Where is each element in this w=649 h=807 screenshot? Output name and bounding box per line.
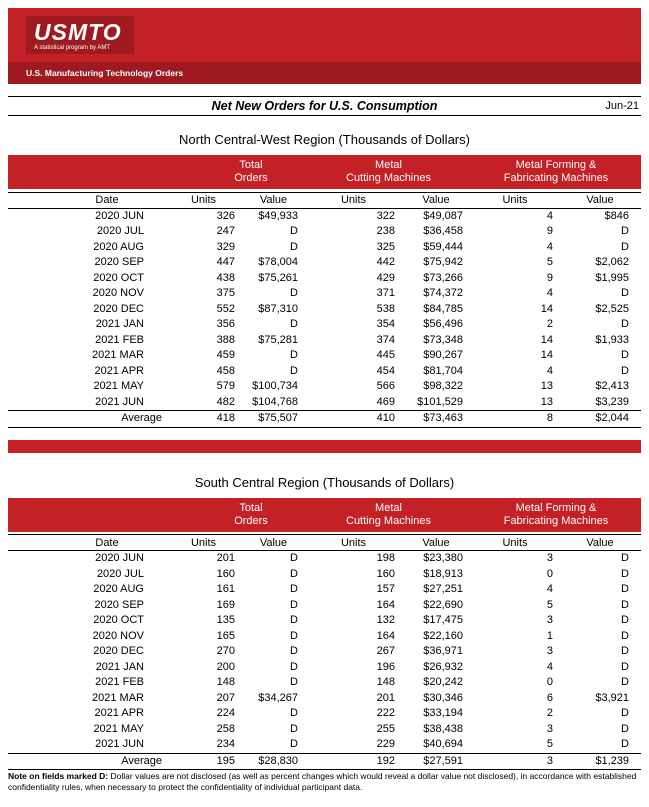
table-row [8,551,641,567]
value-cell: $49,087 [423,209,463,222]
units-cell: 538 [376,302,395,315]
units-cell: 2 [546,318,553,330]
units-cell: 258 [216,722,235,735]
units-cell: 459 [216,349,235,361]
units-cell: 3 [546,645,553,657]
table-row [8,395,641,411]
group-label-line: Fabricating Machines [503,514,609,527]
value-cell: $100,734 [252,380,298,392]
table-row [8,333,641,349]
units-cell: 229 [376,738,395,750]
value-cell: D [290,552,298,564]
units-cell: 267 [376,645,395,657]
units-cell: 4 [546,660,553,673]
units-cell: 566 [376,380,395,392]
group-label-line: Metal [375,159,402,171]
value-cell: D [290,583,298,595]
column-header-value: Value [241,535,306,551]
units-cell: 201 [216,552,235,564]
value-cell: D [621,349,629,361]
table-row [8,613,641,629]
value-cell: $75,942 [423,256,463,268]
value-cell: $73,463 [401,411,471,428]
units-cell: 192 [306,753,401,770]
group-header-total-orders [166,155,306,189]
units-cell: 469 [376,395,395,408]
date-cell: 2021 APR [94,707,144,719]
date-cell: 2021 MAY [93,722,144,735]
units-cell: 196 [376,660,395,673]
column-header-units: Units [166,535,241,551]
units-cell: 160 [376,567,395,580]
units-cell: 374 [376,333,395,346]
units-cell: 445 [376,349,395,361]
column-header-value: Value [559,535,641,551]
units-cell: 169 [216,598,235,611]
column-group-header [8,498,641,532]
value-cell: $78,004 [258,256,298,268]
units-cell: 482 [216,395,235,408]
footnote [8,771,641,793]
column-group-header [8,155,641,189]
column-header-value: Value [401,535,471,551]
table-row [8,629,641,645]
table-row [8,240,641,256]
value-cell: $33,194 [423,707,463,719]
date-cell: 2021 FEB [95,676,144,688]
date-cell: 2020 DEC [93,302,144,315]
table-row [8,302,641,318]
value-cell: D [290,722,298,735]
units-cell: 0 [546,567,553,580]
value-cell: $81,704 [423,364,463,377]
units-cell: 14 [540,349,553,361]
column-header-date: Date [8,192,166,208]
date-cell: 2020 AUG [93,583,144,595]
units-cell: 1 [546,629,553,642]
column-subheader [8,192,641,208]
value-cell: $22,690 [423,598,463,611]
date-cell: 2020 JUL [96,225,144,237]
units-cell: 454 [376,364,395,377]
group-label-line: Metal [375,501,402,514]
table-row [8,224,641,240]
value-cell: D [290,287,298,299]
units-cell: 3 [546,722,553,735]
group-label-line: Orders [234,514,268,527]
value-cell: $38,438 [423,722,463,735]
group-label-line: Orders [234,172,268,184]
group-label-line: Metal Forming & [515,159,597,171]
date-cell: 2020 OCT [93,614,144,626]
value-cell: $30,346 [423,691,463,704]
units-cell: 9 [546,225,553,237]
usmto-logo-tagline: A statistical program by AMT [34,45,111,51]
units-cell: 410 [306,411,401,428]
value-cell: D [621,614,629,626]
table-body [8,208,641,427]
table-row [8,691,641,707]
footnote-label: Note on fields marked D: [8,771,109,781]
value-cell: $28,830 [241,753,306,770]
value-cell: D [621,707,629,719]
column-header-value: Value [401,192,471,208]
units-cell: 4 [546,364,553,377]
value-cell: $1,933 [595,333,629,346]
value-cell: $22,160 [423,629,463,642]
value-cell: $98,322 [423,380,463,392]
value-cell: $84,785 [423,302,463,315]
units-cell: 224 [216,707,235,719]
value-cell: D [290,660,298,673]
table-row [8,271,641,287]
value-cell: D [290,676,298,688]
units-cell: 325 [376,240,395,253]
value-cell: $87,310 [258,302,298,315]
average-row [8,753,641,770]
units-cell: 447 [216,256,235,268]
column-header-units: Units [166,192,241,208]
section-title-north-central-west: North Central-West Region (Thousands of Dollars) [179,132,470,147]
report-title: Net New Orders for U.S. Consumption [211,99,438,113]
value-cell: $90,267 [423,349,463,361]
value-cell: D [290,240,298,253]
date-cell: 2020 JUN [95,209,144,222]
date-cell: 2020 NOV [92,287,144,299]
value-cell: $2,062 [595,256,629,268]
value-cell: D [621,567,629,580]
value-cell: D [290,598,298,611]
group-label-line: Metal Forming & [515,501,597,514]
table-row [8,644,641,660]
units-cell: 429 [376,271,395,284]
date-cell: 2021 FEB [95,333,144,346]
section-title-south-central: South Central Region (Thousands of Dollars) [194,474,455,490]
table-row [8,379,641,395]
value-cell: $75,507 [241,411,306,428]
group-label-line: Fabricating Machines [503,172,609,184]
value-cell: D [621,240,629,253]
units-cell: 3 [546,552,553,564]
units-cell: 4 [546,240,553,253]
value-cell: $36,971 [423,645,463,657]
units-cell: 2 [546,707,553,719]
table-row [8,706,641,722]
masthead-top [8,8,641,58]
date-cell: 2020 DEC [93,645,144,657]
value-cell: $2,413 [595,380,629,392]
group-header-total-orders [166,498,306,532]
units-cell: 157 [376,583,395,595]
units-cell: 14 [540,302,553,315]
value-cell: $74,372 [423,287,463,299]
section-divider-bar [8,440,641,453]
units-cell: 3 [471,753,559,770]
masthead-strip-title: U.S. Manufacturing Technology Orders [8,62,641,84]
date-cell: 2020 SEP [94,256,144,268]
units-cell: 234 [216,738,235,750]
masthead-banner [8,8,641,84]
column-subheader [8,535,641,551]
units-cell: 238 [376,225,395,237]
column-header-units: Units [471,192,559,208]
units-cell: 5 [546,598,553,611]
units-cell: 4 [546,209,553,222]
units-cell: 13 [540,395,553,408]
group-header-metal-forming [471,498,641,532]
value-cell: D [621,552,629,564]
date-cell: 2021 JUN [95,738,144,750]
units-cell: 418 [166,411,241,428]
value-cell: $49,933 [258,209,298,222]
value-cell: D [621,738,629,750]
units-cell: 5 [546,256,553,268]
column-header-units: Units [306,535,401,551]
units-cell: 135 [216,614,235,626]
value-cell: $104,768 [252,395,298,408]
units-cell: 222 [376,707,395,719]
value-cell: D [290,349,298,361]
units-cell: 164 [376,598,395,611]
units-cell: 165 [216,629,235,642]
group-header-spacer [8,155,166,189]
value-cell: D [290,567,298,580]
group-header-spacer [8,498,166,532]
units-cell: 442 [376,256,395,268]
units-cell: 329 [216,240,235,253]
group-header-metal-cutting [306,155,471,189]
value-cell: D [621,287,629,299]
date-cell: 2020 AUG [93,240,144,253]
date-cell: 2021 JUN [95,395,144,408]
units-cell: 322 [376,209,395,222]
units-cell: 356 [216,318,235,330]
data-table-north-central-west [8,155,641,428]
date-cell: Average [8,411,166,428]
date-cell: 2021 MAY [93,380,144,392]
value-cell: D [290,364,298,377]
usmto-logo-text: USMTO [34,19,122,45]
value-cell: $101,529 [417,395,463,408]
units-cell: 3 [546,614,553,626]
table-body [8,551,641,770]
table-row [8,364,641,380]
units-cell: 375 [216,287,235,299]
table-row [8,582,641,598]
units-cell: 4 [546,583,553,595]
units-cell: 148 [376,676,395,688]
table-row [8,286,641,302]
value-cell: $17,475 [423,614,463,626]
date-cell: 2021 APR [94,364,144,377]
table-row [8,208,641,224]
value-cell: D [290,645,298,657]
value-cell: D [290,318,298,330]
date-cell: Average [8,753,166,770]
value-cell: $27,251 [423,583,463,595]
date-cell: 2021 JAN [95,660,144,673]
report-period: Jun-21 [605,100,639,112]
value-cell: $75,261 [258,271,298,284]
value-cell: $846 [604,209,629,222]
value-cell: $27,591 [401,753,471,770]
date-cell: 2020 SEP [94,598,144,611]
units-cell: 132 [376,614,395,626]
units-cell: 247 [216,225,235,237]
date-cell: 2020 NOV [92,629,144,642]
value-cell: D [290,225,298,237]
value-cell: D [621,645,629,657]
column-header-value: Value [559,192,641,208]
usmto-logo [26,16,134,54]
table-row [8,348,641,364]
units-cell: 388 [216,333,235,346]
value-cell: $56,496 [423,318,463,330]
units-cell: 579 [216,380,235,392]
units-cell: 164 [376,629,395,642]
units-cell: 4 [546,287,553,299]
units-cell: 160 [216,567,235,580]
value-cell: D [621,598,629,611]
data-table-south-central [8,498,641,771]
group-header-metal-cutting [306,498,471,532]
value-cell: $34,267 [258,691,298,704]
date-cell: 2020 JUN [95,552,144,564]
units-cell: 552 [216,302,235,315]
date-cell: 2021 MAR [92,691,144,704]
value-cell: D [621,583,629,595]
value-cell: D [621,660,629,673]
value-cell: $1,995 [595,271,629,284]
table-row [8,567,641,583]
value-cell: $26,932 [423,660,463,673]
units-cell: 371 [376,287,395,299]
value-cell: $73,266 [423,271,463,284]
value-cell: D [621,318,629,330]
units-cell: 200 [216,660,235,673]
group-label-line: Cutting Machines [346,514,431,527]
value-cell: D [290,738,298,750]
units-cell: 0 [546,676,553,688]
value-cell: $73,348 [423,333,463,346]
value-cell: $2,525 [595,302,629,315]
table-row [8,660,641,676]
value-cell: D [621,722,629,735]
value-cell: $18,913 [423,567,463,580]
date-cell: 2020 OCT [93,271,144,284]
average-row [8,411,641,428]
value-cell: $1,239 [559,753,641,770]
value-cell: D [621,225,629,237]
units-cell: 270 [216,645,235,657]
units-cell: 161 [216,583,235,595]
table-row [8,722,641,738]
group-label-line: Total [239,501,263,514]
units-cell: 326 [216,209,235,222]
value-cell: $75,281 [258,333,298,346]
units-cell: 5 [546,738,553,750]
date-cell: 2021 MAR [92,349,144,361]
units-cell: 6 [546,691,553,704]
units-cell: 13 [540,380,553,392]
column-header-date: Date [8,535,166,551]
value-cell: $3,921 [595,691,629,704]
value-cell: $3,239 [595,395,629,408]
value-cell: D [290,614,298,626]
value-cell: $2,044 [559,411,641,428]
date-cell: 2020 JUL [96,567,144,580]
column-header-units: Units [306,192,401,208]
units-cell: 201 [376,691,395,704]
value-cell: D [621,676,629,688]
units-cell: 438 [216,271,235,284]
units-cell: 148 [216,676,235,688]
units-cell: 354 [376,318,395,330]
column-header-value: Value [241,192,306,208]
units-cell: 255 [376,722,395,735]
value-cell: $20,242 [423,676,463,688]
date-cell: 2021 JAN [95,318,144,330]
table-row [8,317,641,333]
table-row [8,675,641,691]
value-cell: D [290,629,298,642]
units-cell: 8 [471,411,559,428]
value-cell: $59,444 [423,240,463,253]
value-cell: D [621,364,629,377]
group-header-metal-forming [471,155,641,189]
group-label-line: Total [239,159,263,171]
column-header-units: Units [471,535,559,551]
units-cell: 198 [376,552,395,564]
units-cell: 14 [540,333,553,346]
value-cell: $23,380 [423,552,463,564]
report-titlebar [8,96,641,116]
value-cell: D [621,629,629,642]
table-row [8,255,641,271]
value-cell: $40,694 [423,738,463,750]
value-cell: $36,458 [423,225,463,237]
footnote-text: Dollar values are not disclosed (as well as percent changes which would reveal a dollar value not disclosed), in accordance with established confidentiality rules, when necessary to protect the confidentiality of individual participant data. [8,771,637,792]
table-row [8,598,641,614]
value-cell: D [290,707,298,719]
group-label-line: Cutting Machines [346,172,431,184]
units-cell: 195 [166,753,241,770]
units-cell: 9 [546,271,553,284]
table-row [8,737,641,753]
units-cell: 458 [216,364,235,377]
units-cell: 207 [216,691,235,704]
